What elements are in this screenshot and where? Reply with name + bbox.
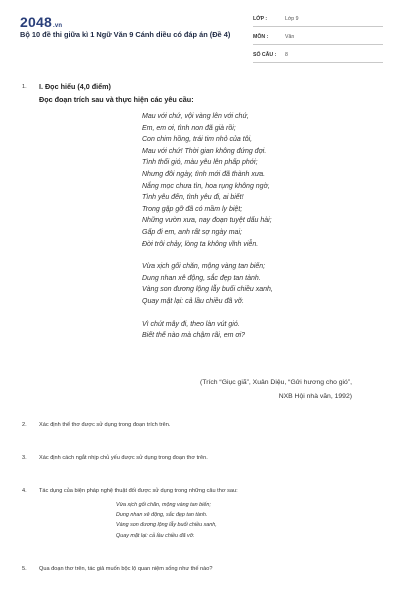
question-text: Xác định cách ngắt nhịp chủ yếu được sử dụng trong đoạn thơ trên. <box>39 455 208 461</box>
question-text: Xác định thể thơ được sử dụng trong đoạn trích trên. <box>39 422 171 428</box>
poem-line: Nắng mọc chưa tìn, hoa rụng không ngờ, <box>142 182 270 190</box>
question-number: 2. <box>22 422 27 428</box>
question-number: 4. <box>22 488 27 494</box>
poem-line: Vàng son đương lộng lẫy buổi chiều xanh, <box>142 286 273 294</box>
poem-line: Những vườn xưa, nay đoạn tuyệt dấu hài; <box>142 217 272 225</box>
section-heading: I. Đọc hiểu (4,0 điểm) <box>39 82 111 91</box>
poem-line: Mau với chứ! Thời gian không đứng đợi. <box>142 147 267 155</box>
quote-line: Vừa xịch gối chăn, mộng vàng tan biến; <box>116 502 211 508</box>
question-text: Qua đoạn thơ trên, tác giả muốn bộc lộ quan niệm sống như thế nào? <box>39 566 213 572</box>
poem-line: Em, em ơi, tình non đã già rồi; <box>142 124 236 132</box>
poem-line: Mau với chứ, vội vàng lên với chứ, <box>142 113 249 120</box>
poem-line: Con chim hồng, trái tim nhỏ của tôi, <box>142 136 253 144</box>
meta-key: SỐ CÂU : <box>253 52 277 58</box>
doc-title: Bộ 10 đề thi giữa kì 1 Ngữ Văn 9 Cánh diều có đáp án (Đề 4) <box>20 30 231 39</box>
meta-value: 8 <box>285 52 288 58</box>
poem-line: Biết thế nào mà chậm rãi, em ơi? <box>142 332 246 340</box>
meta-key: MÔN : <box>253 34 269 40</box>
poem-line: Tình yêu đến, tình yêu đi, ai biết! <box>142 194 244 202</box>
poem-line: Quay mặt lại: cả lầu chiều đã vỡ. <box>142 297 244 305</box>
poem-source-publisher: NXB Hội nhà văn, 1992) <box>278 393 352 400</box>
section-instruction: Đọc đoạn trích sau và thực hiện các yêu cầu: <box>39 95 194 104</box>
meta-value: Lớp 9 <box>285 16 299 22</box>
poem-excerpt <box>142 111 273 342</box>
meta-value: Văn <box>285 34 295 40</box>
poem-line: Đời trôi chảy, lòng ta không vĩnh viễn. <box>142 240 259 248</box>
quote-line: Vàng son đương lộng lẫy buổi chiều xanh, <box>116 522 217 529</box>
poem-line: Dung nhan xê động, sắc đẹp tan tành. <box>142 274 261 282</box>
poem-source: (Trích “Giục giã”, Xuân Diệu, “Gửi hương cho gió”, <box>200 379 352 386</box>
poem-line: Vì chút mây đi, theo làn vút gió. <box>142 320 240 328</box>
logo-sup: .vn <box>52 23 63 29</box>
poem-line: Vừa xịch gối chăn, mộng vàng tan biến; <box>142 263 266 271</box>
quote-line: Dung nhan xê động, sắc đẹp tan tành. <box>116 512 208 519</box>
poem-line: Tình thổi gió, màu yêu lên phấp phới; <box>142 159 258 167</box>
question-number: 1. <box>22 84 27 90</box>
question-number: 3. <box>22 455 27 461</box>
logo-main: 2048 <box>20 14 52 30</box>
quoted-verses <box>116 500 217 541</box>
question-text: Tác dụng của biện pháp nghệ thuật đối được sử dụng trong những câu thơ sau: <box>39 488 238 494</box>
quote-line: Quay mặt lại: cả lầu chiều đã vỡ. <box>116 532 195 539</box>
poem-line: Trong gặp gỡ đã có mầm ly biệt; <box>142 205 243 213</box>
poem-line: Nhưng đôi ngày, tình mới đã thành xưa. <box>142 170 266 178</box>
poem-line: Gấp đi em, anh rất sợ ngày mai; <box>142 228 242 236</box>
meta-key: LỚP : <box>253 16 268 22</box>
question-number: 5. <box>22 566 27 572</box>
